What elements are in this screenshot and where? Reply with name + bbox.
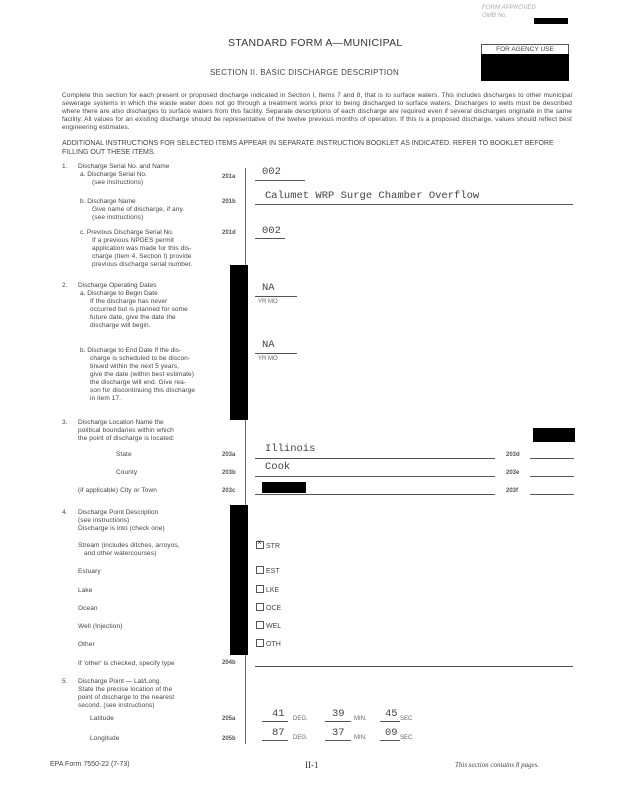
- item2b-sub-1: tinued within the next 5 years,: [90, 363, 180, 370]
- checkbox-str-box[interactable]: [256, 541, 264, 549]
- latitude-sec-label: SEC: [400, 716, 413, 722]
- option-lake-label: Lake: [78, 587, 93, 594]
- other-specify-line: [255, 666, 573, 667]
- right-code-0: 203d: [506, 452, 520, 458]
- agency-use-label: FOR AGENCY USE: [481, 44, 569, 54]
- latitude-deg-label: DEG.: [293, 716, 308, 722]
- form-number: EPA Form 7550-22 (7-73): [50, 761, 130, 768]
- city-line: [255, 494, 495, 495]
- item1a-sub: (see instructions): [92, 179, 144, 186]
- item1c-sub-0: If a previous NPDES permit: [92, 237, 175, 244]
- item1c-line: [255, 238, 285, 239]
- checkbox-str-code: STR: [266, 542, 280, 550]
- corner-stamp-line1: FORM APPROVED: [482, 5, 536, 11]
- right-code-1: 203e: [506, 470, 520, 476]
- latitude-code: 205a: [222, 716, 236, 722]
- county-code: 203b: [222, 470, 236, 476]
- state-value[interactable]: Illinois: [265, 443, 316, 455]
- option-stream-label2: and other watercourses): [84, 550, 157, 557]
- item5-sub-0: State the precise location of the: [78, 686, 173, 693]
- item2b-sub-2: give the date (within best estimate): [90, 371, 195, 378]
- item4-sub-1: Discharge is into (check one): [78, 525, 165, 532]
- checkbox-oth-code: OTH: [266, 640, 281, 648]
- item1c-label: c. Previous Discharge Serial No.: [80, 229, 174, 236]
- city-label: (if applicable) City or Town: [78, 487, 157, 494]
- right-line-1: [530, 476, 574, 477]
- item1a-label: a. Discharge Serial No.: [80, 171, 147, 178]
- checkbox-str[interactable]: [256, 542, 280, 550]
- item1-number: 1.: [62, 163, 68, 170]
- item4-sub-0: (see instructions): [78, 517, 130, 524]
- item1b-sub2: (see instructions): [92, 214, 144, 221]
- checkbox-lke-code: LKE: [266, 586, 280, 594]
- item3-sub-1: the point of discharge is located:: [78, 435, 175, 442]
- item1b-label: b. Discharge Name: [80, 198, 136, 205]
- checkbox-oce[interactable]: [256, 604, 281, 612]
- checkbox-est[interactable]: [256, 567, 280, 575]
- state-line: [255, 458, 495, 459]
- county-line: [255, 476, 495, 477]
- latitude-min-label: MIN.: [354, 716, 367, 722]
- item2-title: Discharge Operating Dates: [78, 282, 157, 289]
- item1b-line: [255, 204, 573, 205]
- longitude-sec[interactable]: 09: [385, 727, 398, 739]
- other-specify-label: If 'other' is checked, specify type: [78, 660, 175, 667]
- longitude-code: 205b: [222, 736, 236, 742]
- begin-date-value[interactable]: NA: [262, 282, 275, 294]
- redaction-item4-codes: [230, 505, 248, 655]
- longitude-sec-line: [380, 740, 400, 741]
- item3-number: 3.: [62, 419, 68, 426]
- checkbox-oth[interactable]: [256, 640, 281, 648]
- option-other-label: Other: [78, 641, 95, 648]
- previous-serial-value[interactable]: 002: [262, 225, 281, 237]
- item3-title: Discharge Location Name the: [78, 419, 164, 426]
- redaction-city: [262, 482, 306, 493]
- item2a-label: a. Discharge to Begin Date: [80, 290, 158, 297]
- checkbox-oce-box[interactable]: [256, 603, 264, 611]
- redaction-item2-codes: [230, 265, 248, 420]
- right-code-2: 203f: [506, 488, 519, 494]
- item2a-line: [255, 296, 297, 297]
- item2b-line: [255, 353, 297, 354]
- item1a-code: 201a: [222, 174, 236, 180]
- item2-number: 2.: [62, 282, 68, 289]
- longitude-min[interactable]: 37: [332, 727, 345, 739]
- other-specify-code: 204b: [222, 660, 236, 666]
- item4-title: Discharge Point Description: [78, 509, 159, 516]
- latitude-min-line: [325, 721, 351, 722]
- item2b-sub-5: in item 17.: [90, 395, 122, 402]
- intro-paragraph: Complete this section for each present or proposed discharge indicated in Section I, Items 7 and 8, that is to surface waters. This includes discharges to other municipal sewerage systems in which the waste water does not go through a treatment works prior to being discharged to surface waters. Discharges to wells must be described where there are also discharges to surface waters from this facility. Separate descriptions of each discharge are required even if several discharges originate in the same facility. All values for an existing discharge should be representative of the twelve previous months of operation. If this is a proposed discharge, values should reflect best engineering estimates.: [62, 92, 572, 131]
- longitude-min-line: [325, 740, 351, 741]
- checkbox-est-box[interactable]: [256, 566, 264, 574]
- item2a-sub-3: discharge will begin.: [90, 322, 151, 329]
- item2b-sub-0: charge is scheduled to be discon-: [90, 355, 191, 362]
- item2b-sub-4: son for discontinuing this discharge: [90, 387, 196, 394]
- additional-instructions: ADDITIONAL INSTRUCTIONS FOR SELECTED ITEMS APPEAR IN SEPARATE INSTRUCTION BOOKLET AS INDICATED. REFER TO BOOKLET BEFORE FILLING OUT THESE ITEMS.: [62, 140, 554, 156]
- item4-number: 4.: [62, 509, 68, 516]
- option-estuary-label: Estuary: [78, 568, 101, 575]
- latitude-sec[interactable]: 45: [385, 708, 398, 720]
- longitude-sec-label: SEC: [400, 735, 413, 741]
- option-stream-label: Stream (includes ditches, arroyos,: [78, 542, 180, 549]
- latitude-sec-line: [380, 721, 400, 722]
- discharge-serial-value[interactable]: 002: [262, 166, 281, 178]
- latitude-min[interactable]: 39: [332, 708, 345, 720]
- checkbox-wel-box[interactable]: [256, 621, 264, 629]
- state-code: 203a: [222, 452, 236, 458]
- option-ocean-label: Ocean: [78, 605, 98, 612]
- longitude-deg-label: DEG.: [293, 735, 308, 741]
- redaction-item3-right: [533, 428, 575, 442]
- checkbox-lke-box[interactable]: [256, 585, 264, 593]
- latitude-deg[interactable]: 41: [272, 708, 285, 720]
- right-line-2: [530, 494, 574, 495]
- section-title: SECTION II. BASIC DISCHARGE DESCRIPTION: [210, 68, 400, 77]
- item1c-sub-1: application was made for this dis-: [92, 245, 192, 252]
- item1c-code: 201d: [222, 230, 236, 236]
- redaction-agency-use: [481, 54, 569, 81]
- longitude-label: Longitude: [90, 735, 120, 742]
- latitude-label: Latitude: [90, 715, 114, 722]
- item1-title: Discharge Serial No. and Name: [78, 163, 170, 170]
- city-code: 203c: [222, 488, 236, 494]
- item2a-sub-0: If the discharge has never: [90, 298, 168, 305]
- item5-sub-2: second. (see instructions): [78, 702, 155, 709]
- county-label: County: [116, 469, 138, 476]
- checkbox-oce-code: OCE: [266, 604, 282, 612]
- longitude-deg-line: [262, 740, 288, 741]
- longitude-deg[interactable]: 87: [272, 727, 285, 739]
- form-title: STANDARD FORM A—MUNICIPAL: [228, 37, 403, 49]
- county-value[interactable]: Cook: [265, 461, 291, 473]
- item2a-units: YR MO: [258, 299, 278, 305]
- code-column-divider: [245, 168, 246, 744]
- item1a-line: [255, 180, 305, 181]
- end-date-value[interactable]: NA: [262, 339, 275, 351]
- right-line-0: [530, 458, 574, 459]
- checkbox-oth-box[interactable]: [256, 639, 264, 647]
- page-number: II-1: [305, 760, 319, 770]
- section-page-note: This section contains 8 pages.: [455, 761, 540, 769]
- latitude-deg-line: [262, 721, 288, 722]
- item1b-code: 201b: [222, 199, 236, 205]
- item1c-sub-2: charge (Item 4, Section I) provide: [92, 253, 192, 260]
- item2a-sub-1: occurred but is planned for some: [90, 306, 188, 313]
- item2b-sub-3: the discharge will end. Give rea-: [90, 379, 187, 386]
- corner-stamp-line2: OMB No.: [482, 13, 508, 19]
- checkbox-est-code: EST: [266, 567, 280, 575]
- item5-sub-1: point of discharge to the nearest: [78, 694, 175, 701]
- item3-sub-0: political boundaries within which: [78, 427, 174, 434]
- option-well-label: Well (Injection): [78, 623, 123, 630]
- item1c-sub-3: previous discharge serial number.: [92, 261, 193, 268]
- item5-title: Discharge Point — Lat/Long.: [78, 678, 162, 685]
- state-label: State: [116, 451, 132, 458]
- checkbox-lke[interactable]: [256, 586, 279, 594]
- checkbox-wel[interactable]: [256, 622, 281, 630]
- discharge-name-value[interactable]: Calumet WRP Surge Chamber Overflow: [265, 190, 480, 202]
- item1b-sub1: Give name of discharge, if any.: [92, 206, 185, 213]
- checkbox-wel-code: WEL: [266, 622, 282, 630]
- longitude-min-label: MIN.: [354, 735, 367, 741]
- item2b-units: YR MO: [258, 356, 278, 362]
- item5-number: 5.: [62, 678, 68, 685]
- item2a-sub-2: future date, give the date the: [90, 314, 176, 321]
- item2b-label: b. Discharge to End Date If the dis-: [80, 347, 182, 354]
- redaction-corner: [534, 18, 568, 24]
